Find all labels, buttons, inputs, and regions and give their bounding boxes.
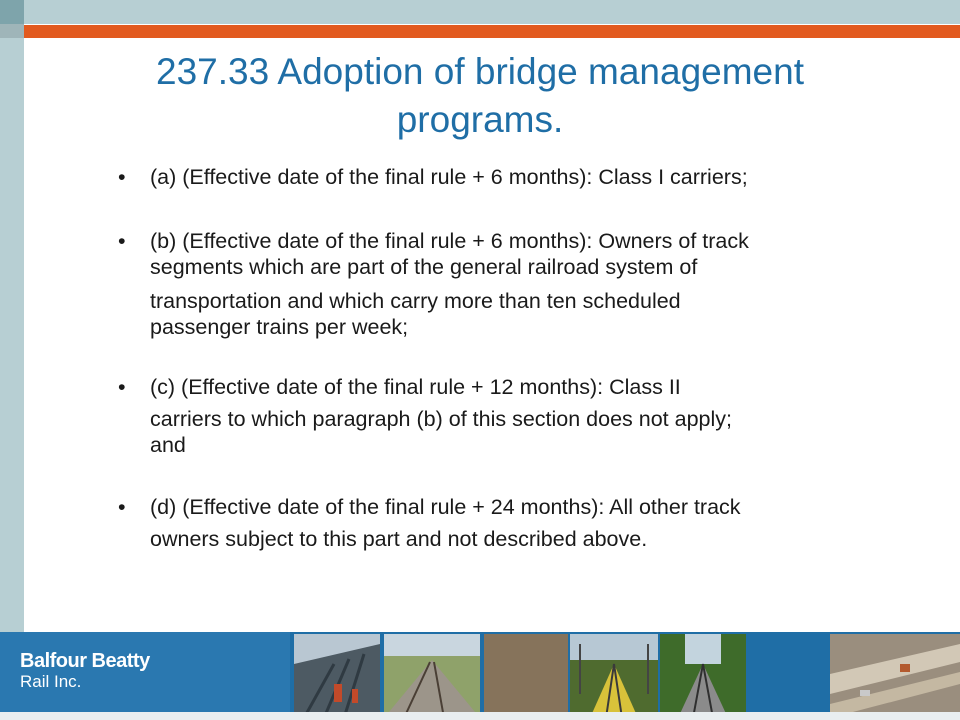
- bullet-text: passenger trains per week;: [150, 315, 409, 339]
- bullet-text: (a) (Effective date of the final rule + 6 months): Class I carriers;: [150, 165, 748, 189]
- track-photo: [384, 634, 480, 718]
- logo-wordmark: Balfour Beatty: [20, 650, 150, 672]
- company-logo: [0, 632, 290, 720]
- bottom-strip: [0, 712, 960, 720]
- bullet-text: (c) (Effective date of the final rule + 12 months): Class II: [150, 375, 681, 399]
- bullet-text: transportation and which carry more than ten scheduled: [150, 289, 681, 313]
- top-band: [0, 0, 960, 24]
- ballast-photo: [484, 634, 568, 718]
- bullet-marker: •: [118, 495, 126, 519]
- bullet-text: segments which are part of the general railroad system of: [150, 255, 698, 279]
- left-stripe: [0, 38, 24, 632]
- bullet-item: [118, 228, 908, 340]
- bullet-marker: •: [118, 375, 126, 399]
- bridge-photo: [294, 634, 380, 718]
- bullet-item: [118, 164, 908, 190]
- logo-subtitle: Rail Inc.: [20, 672, 82, 691]
- title-line-1: 237.33 Adoption of bridge management: [156, 51, 804, 92]
- electrified-line-photo: [570, 634, 658, 718]
- bullet-item: [118, 374, 908, 458]
- bullet-item: [118, 494, 908, 552]
- slide-title: [40, 48, 920, 144]
- bullet-text: (b) (Effective date of the final rule + 6 months): Owners of track: [150, 229, 749, 253]
- bullet-text: carriers to which paragraph (b) of this section does not apply;: [150, 407, 732, 431]
- corridor-track-photo: [660, 634, 746, 718]
- corner-block: [0, 0, 24, 24]
- bullet-text: and: [150, 433, 186, 457]
- bullet-text: (d) (Effective date of the final rule + 24 months): All other track: [150, 495, 741, 519]
- bullet-marker: •: [118, 229, 126, 253]
- title-line-2: programs.: [396, 99, 564, 140]
- corner-block-lower: [0, 24, 24, 38]
- accent-bar: [24, 25, 960, 38]
- footer-banner: [0, 632, 960, 720]
- bullet-marker: •: [118, 165, 126, 189]
- bullet-text: owners subject to this part and not described above.: [150, 527, 648, 551]
- highway-photo: [830, 634, 960, 718]
